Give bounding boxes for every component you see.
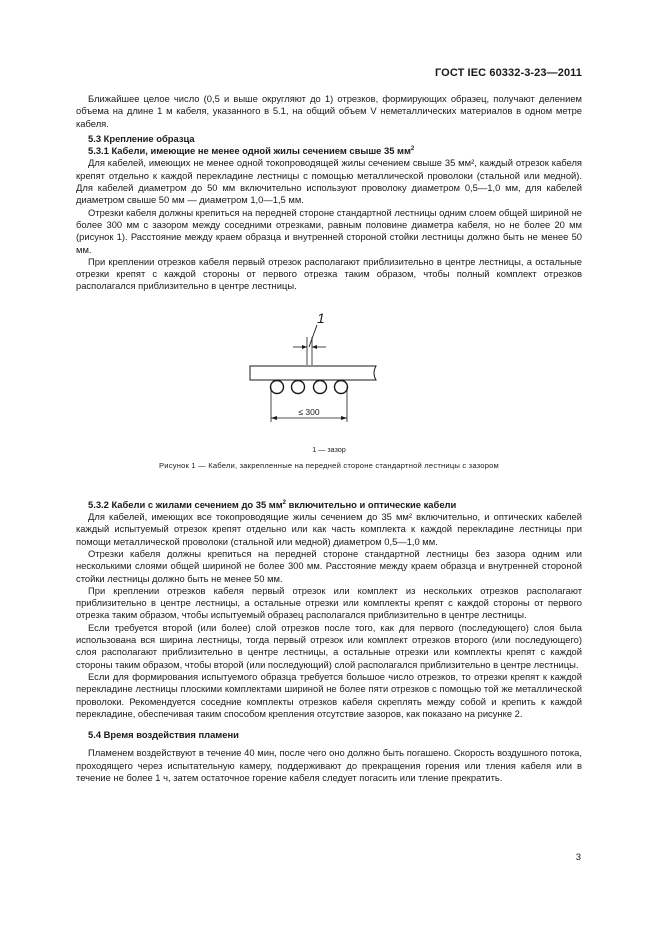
width-arrowhead-right <box>341 416 347 420</box>
width-arrowhead-left <box>271 416 277 420</box>
section-5-3-2-heading: 5.3.2 Кабели с жилами сечением до 35 $мм^2$ включительно и оптические кабели <box>88 498 457 510</box>
callout-leader <box>309 325 317 347</box>
cable-section-1 <box>271 380 284 393</box>
page-number: 3 <box>575 852 581 863</box>
width-dimension-label: ≤ 300 <box>298 406 320 417</box>
figure-1-legend: 1 — зазор <box>312 444 346 454</box>
section-5-3-1-paragraph-2: Отрезки кабеля должны крепиться на передней стороне стандартной лестницы одним слоем общей шириной не более 300 мм с зазором между соседними отрезками, равным половине диаметра кабеля, но не более 20 мм (рисунок 1). Расстояние между краем образца и внутренней стороной стойки лестницы должно быть не менее 50 мм. <box>76 206 582 255</box>
figure-1 <box>76 305 582 445</box>
cable-section-4 <box>335 380 348 393</box>
gap-arrowhead-left <box>302 345 307 349</box>
figure-1-drawing <box>76 305 582 425</box>
section-5-3-1-heading: 5.3.1 Кабели, имеющие не менее одной жилы сечением свыше 35 $мм^2$ <box>88 145 415 157</box>
page-content <box>76 93 582 784</box>
gap-arrowhead-right <box>312 345 317 349</box>
section-5-3-1-paragraph-1: Для кабелей, имеющих не менее одной токопроводящей жилы сечением свыше 35 мм², каждый отрезок кабеля крепят отдельно к каждой перекладине лестницы с помощью металлической проволоки (стальной или медной). Для кабелей диаметром до 50 мм включительно используют проволоку диаметром 0,5—1,0 мм, для кабелей диаметром свыше 50 мм — диаметром 1,0—1,5 мм. <box>76 157 582 206</box>
standard-designation: ГОСТ IEC 60332-3-23—2011 <box>434 67 582 79</box>
section-5-4-heading: 5.4 Время воздействия пламени <box>88 729 239 741</box>
section-5-3-2-paragraph-4: Если требуется второй (или более) слой отрезков после того, как для первого (последующего) слоя была использована вся ширина лестницы, тогда первый отрезок или комплект отрезков второго (или последующего) слоя располагают приблизительно в центре лестницы, а остальные отрезки или комплекты крепят с каждой стороны таким образом, чтобы второй (или последующий) слой располагался приблизительно в центре лестницы. <box>76 621 582 670</box>
cable-section-2 <box>292 380 305 393</box>
section-5-4-paragraph-1: Пламенем воздействуют в течение 40 мин, после чего оно должно быть погашено. Скорость воздушного потока, проходящего через испытательную камеру, поддерживают до прекращения горения или тления кабеля или в течение не более 1 ч, затем остаточное горение кабеля следует погасить или тление прекратить. <box>76 747 582 783</box>
intro-paragraph: Ближайшее целое число (0,5 и выше округляют до 1) отрезков, формирующих образец, получают делением объема на длине 1 м кабеля, указанного в 5.1, на общий объем V неметаллических материалов в одном метре кабеля. <box>76 93 582 129</box>
cable-section-3 <box>314 380 327 393</box>
callout-number: 1 <box>317 309 325 326</box>
section-5-3-1-paragraph-3: При креплении отрезков кабеля первый отрезок располагают приблизительно в центре лестницы, а остальные отрезки крепят с каждой стороны от первого отрезка таким образом, чтобы полный комплект отрезков располагался приблизительно в центре лестницы. <box>76 255 582 292</box>
section-5-3-2-paragraph-2: Отрезки кабеля должны крепиться на передней стороне стандартной лестницы без зазора одним или несколькими слоями общей шириной не более 300 мм. Расстояние между краем образца и внутренней стороной стойки лестницы должно быть не менее 50 мм. <box>76 547 582 584</box>
ladder-rung <box>250 366 376 380</box>
section-5-3-2-paragraph-1: Для кабелей, имеющих все токопроводящие жилы сечением до 35 мм² включительно, и оптических кабелей каждый испытуемый отрезок крепят отдельно или как часть комплекта к каждой перекладине лестницы при помощи металлической проволоки (стальной или медной) диаметром 0,5—1,0 мм. <box>76 511 582 547</box>
section-5-3-2-paragraph-5: Если для формирования испытуемого образца требуется большое число отрезков, то отрезки крепят к каждой перекладине лестницы плоскими комплектами шириной не более пяти отрезков с помощью той же металлической проволоки. Рекомендуется соседние комплекты отрезков кабеля скреплять между собой и крепить к каждой перекладине, обеспечивая таким способом крепления отсутствие зазоров, как показано на рисунке 2. <box>76 670 582 719</box>
section-5-3-heading: 5.3 Крепление образца <box>88 132 195 144</box>
section-5-3-2-paragraph-3: При креплении отрезков кабеля первый отрезок или комплект из нескольких отрезков располагают приблизительно в центре лестницы, а остальные отрезки или комплекты крепят с каждой стороны от первого отрезка таким образом, чтобы испытуемый образец располагался приблизительно в центре лестницы. <box>76 584 582 621</box>
figure-1-caption: Рисунок 1 — Кабели, закрепленные на передней стороне стандартной лестницы с зазором <box>159 460 499 470</box>
